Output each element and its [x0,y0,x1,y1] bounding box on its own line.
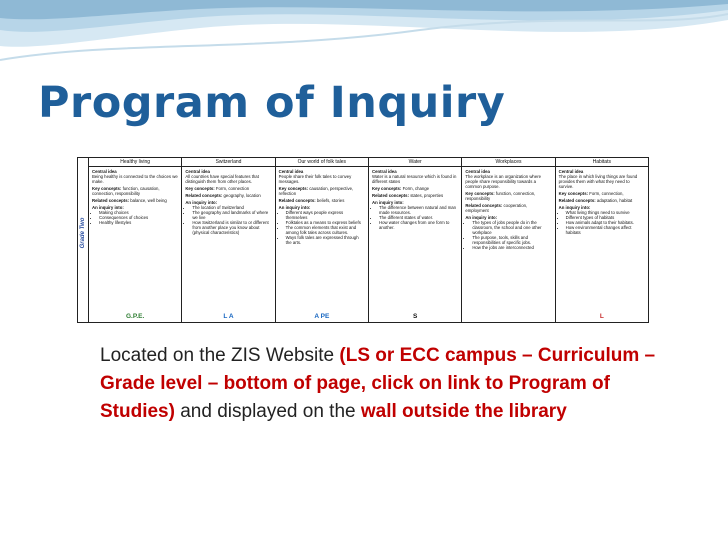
table-column [182,158,275,322]
inquiry-label: An inquiry into: [92,205,124,210]
key-concepts-text: Form, change [402,186,430,191]
caption-text-2: and displayed on the [174,401,361,422]
inquiry-label: An inquiry into: [465,215,498,220]
caption [100,342,660,426]
inquiry-item: • The location of Switzerland [192,205,271,210]
column-header: Our world of folk tales [276,158,368,167]
inquiry-list [185,205,271,235]
key-concepts-label: Key concepts: [558,191,589,196]
inquiry-item: • Different ways people express themselves [286,210,365,220]
inquiry-item: • Folktales as a means to express beliefs [286,220,365,225]
inquiry-item: • The types of jobs people do in the classroom, the school and one other workplace [472,220,551,235]
inquiry-item: • Healthy lifestyles [99,220,178,225]
page-title: Program of Inquiry [38,78,506,128]
related-concepts-text: states, properties [410,193,444,198]
subject-footer: L [599,313,604,320]
grade-label-cell [78,158,89,322]
column-body [276,167,368,247]
column-body [89,167,181,227]
inquiry-item: • How environmental changes affect habitats [566,225,645,235]
table-column [276,158,369,322]
related-concepts-text: adaptation, habitat [596,198,633,203]
subject-footer: G.P.E. [126,313,145,320]
inquiry-list [559,210,645,235]
column-header: Water [369,158,461,167]
inquiry-label: An inquiry into: [185,200,218,205]
table-column [462,158,555,322]
key-concepts-label: Key concepts: [185,186,215,191]
inquiry-item: • How the jobs are interconnected [472,245,551,250]
inquiry-label: An inquiry into: [371,200,404,205]
inquiry-item: • The geography and landmarks of where we live [192,210,271,220]
central-idea-text: All countries have special features that distinguish them from other places. [185,174,259,184]
column-header: Workplaces [462,158,554,167]
caption-path-highlight: (LS or ECC campus – Curriculum – Grade level – bottom of page, click on link to Program of Studies) [100,345,656,422]
subject-footer: L A [223,313,234,320]
key-concepts-label: Key concepts: [278,186,309,191]
inquiry-item: • How animals adapt to their habitats. [566,220,645,225]
related-concepts-label: Related concepts: [371,193,409,198]
related-concepts-label: Related concepts: [92,198,130,203]
central-idea-text: The place in which living things are found provides them with what they need to survive. [558,174,638,189]
related-concepts-label: Related concepts: [465,203,503,208]
column-body [182,167,274,237]
caption-text-1: Located on the ZIS Website [100,345,340,366]
key-concepts-text: function, causation, connection, responsibility [92,186,160,196]
header-wave-decoration [0,0,728,90]
central-idea-label: Central idea [278,169,304,174]
inquiry-item: • How water changes from one form to another. [379,220,458,230]
inquiry-item: • What living things need to survive [566,210,645,215]
inquiry-label: An inquiry into: [278,205,311,210]
related-concepts-text: beliefs, stories [316,198,345,203]
inquiry-item: • Consequences of choices [99,215,178,220]
key-concepts-label: Key concepts: [465,191,495,196]
central-idea-label: Central idea [465,169,490,174]
central-idea-label: Central idea [371,169,397,174]
inquiry-label: An inquiry into: [558,205,591,210]
central-idea-label: Central idea [558,169,584,174]
subject-footer: S [412,313,418,320]
inquiry-item: • Making choices [99,210,178,215]
inquiry-list [92,210,178,225]
inquiry-item: • The difference between natural and man made resources. [379,205,458,215]
inquiry-list [372,205,458,230]
grade-label: Grade Two [80,217,86,249]
column-header: Habitats [556,158,648,167]
table-columns [89,158,648,322]
key-concepts-text: Form, connection [215,186,250,191]
column-body [462,167,554,252]
inquiry-item: • The purpose, tools, skills and responsibilities of specific jobs. [472,235,551,245]
inquiry-list [279,210,365,245]
central-idea-label: Central idea [92,169,117,174]
inquiry-list [465,220,551,250]
inquiry-item: • The common elements that exist and among folk tales across cultures. [286,225,365,235]
column-header: Switzerland [182,158,274,167]
inquiry-item: • Ways folk tales are expressed through the arts. [286,235,365,245]
subject-footer: A PE [314,313,330,320]
column-header: Healthy living [89,158,181,167]
caption-location-highlight: wall outside the library [360,401,567,422]
key-concepts-text: function, connection, responsibility [465,191,536,201]
key-concepts-label: Key concepts: [371,186,402,191]
inquiry-item: • How Switzerland is similar to or different from another place you know about (physical characteristics) [192,220,271,235]
central-idea-text: Water is a natural resource which is found in different states [371,174,457,184]
related-concepts-label: Related concepts: [278,198,316,203]
table-column [556,158,648,322]
key-concepts-label: Key concepts: [92,186,122,191]
related-concepts-text: balance, well being [130,198,167,203]
central-idea-text: The workplace is an organization where people share responsibility towards a common purpose. [465,174,542,189]
central-idea-text: People share their folk tales to convey messages. [278,174,352,184]
table-column [369,158,462,322]
related-concepts-text: cooperation, employment [465,203,528,213]
table-column [89,158,182,322]
column-body [369,167,461,232]
related-concepts-text: geography, location [223,193,261,198]
inquiry-item: • The different states of water. [379,215,458,220]
related-concepts-label: Related concepts: [185,193,223,198]
related-concepts-label: Related concepts: [558,198,596,203]
central-idea-label: Central idea [185,169,210,174]
inquiry-item: • Different types of habitats [566,215,645,220]
program-of-inquiry-table [77,157,649,323]
column-body [556,167,648,237]
key-concepts-text: causation, perspective, reflection [278,186,354,196]
central-idea-text: Being healthy is connected to the choices we make. [92,174,178,184]
key-concepts-text: Form, connection, [589,191,624,196]
